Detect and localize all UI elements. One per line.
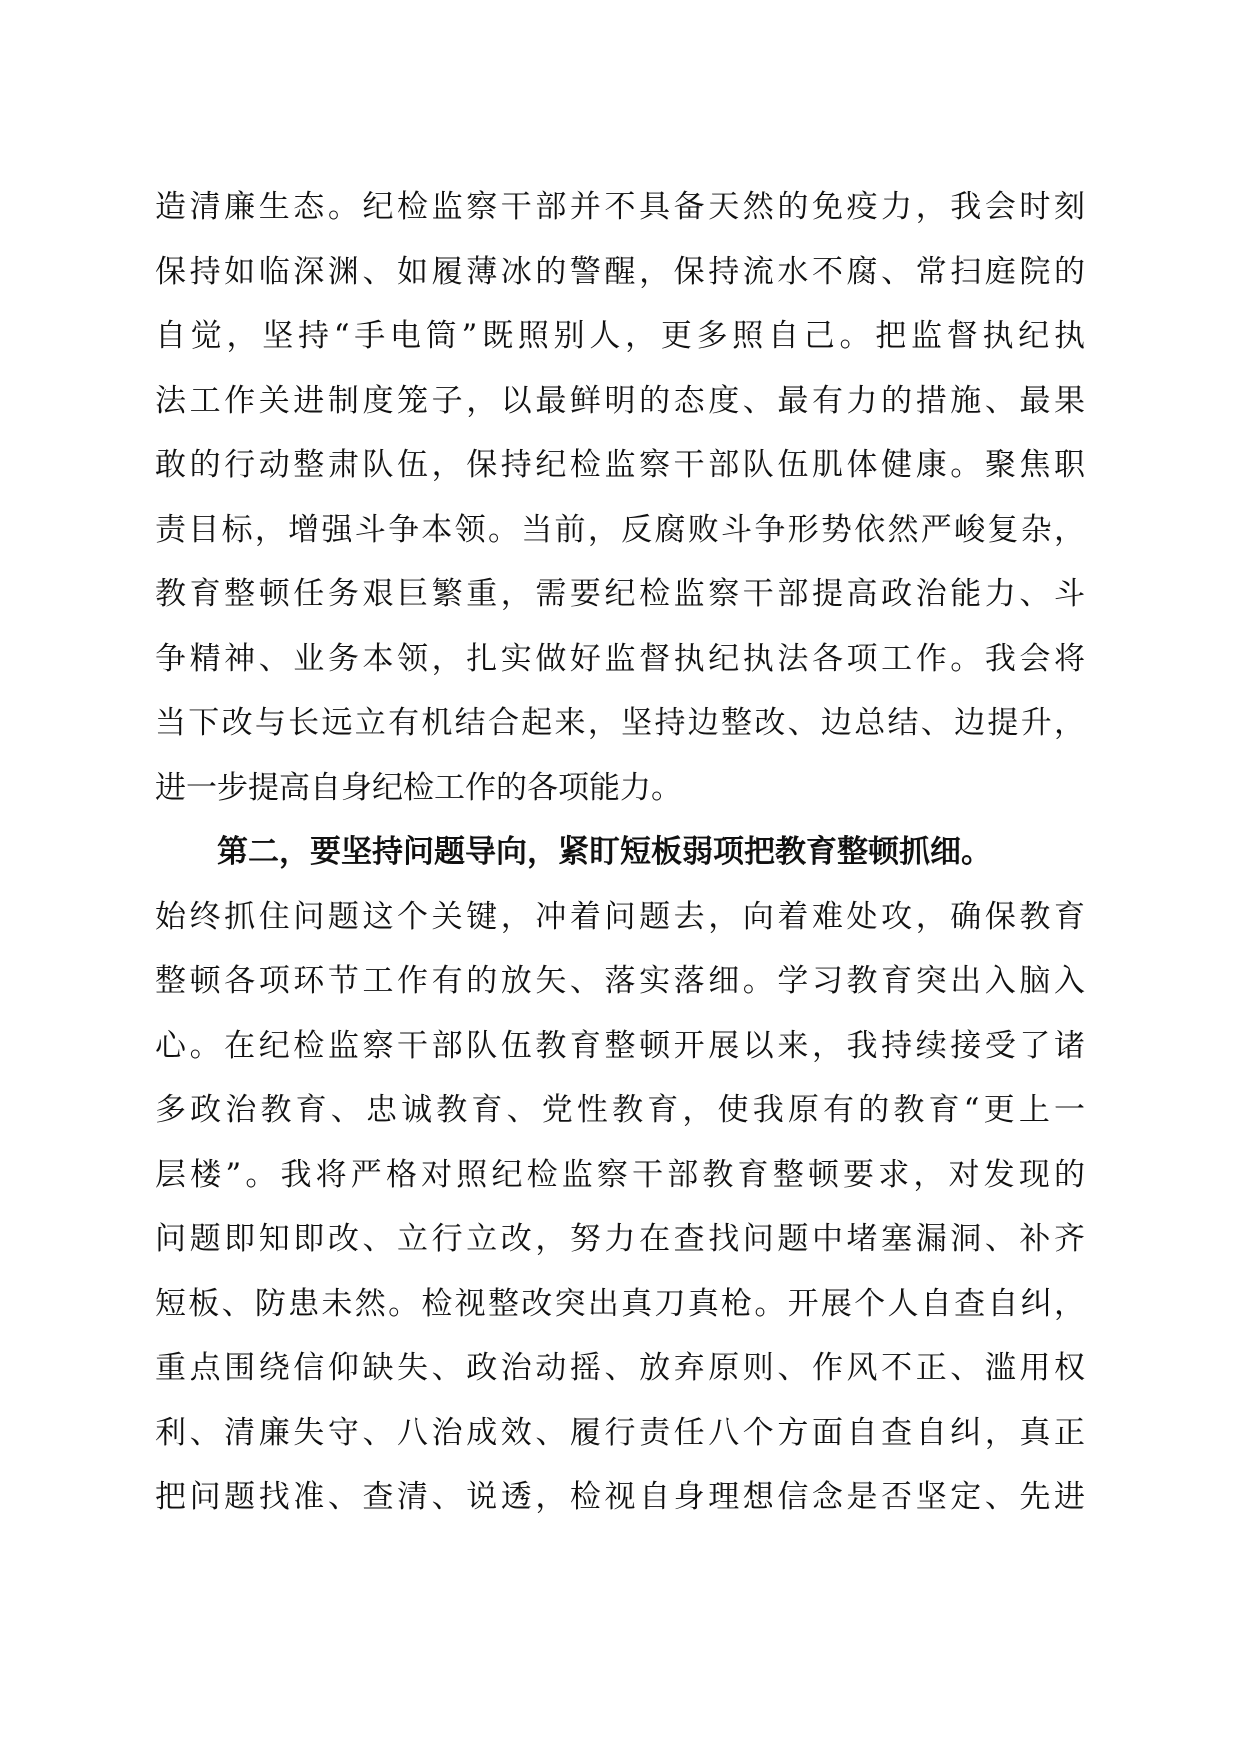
- text-line: 心。在纪检监察干部队伍教育整顿开展以来，我持续接受了诸: [155, 1027, 1085, 1064]
- text-line: 问题即知即改、立行立改，努力在查找问题中堵塞漏洞、补齐: [155, 1221, 1085, 1257]
- text-line: 重点围绕信仰缺失、政治动摇、放弃原则、作风不正、滥用权: [155, 1350, 1085, 1386]
- section-heading: 第二，要坚持问题导向，紧盯短板弱项把教育整顿抓细。: [217, 834, 992, 870]
- body-text: [155, 187, 1085, 1542]
- text-line: 敢的行动整肃队伍，保持纪检监察干部队伍肌体健康。聚焦职: [155, 447, 1085, 483]
- text-line: 当下改与长远立有机结合起来，坚持边整改、边总结、边提升，: [155, 705, 1085, 741]
- text-line: 法工作关进制度笼子，以最鲜明的态度、最有力的措施、最果: [155, 382, 1085, 419]
- text-line: 始终抓住问题这个关键，冲着问题去，向着难处攻，确保教育: [155, 898, 1085, 935]
- text-line: 保持如临深渊、如履薄冰的警醒，保持流水不腐、常扫庭院的: [155, 253, 1085, 290]
- text-line: 自觉，坚持“手电筒”既照别人，更多照自己。把监督执纪执: [155, 318, 1085, 354]
- text-line: 短板、防患未然。检视整改突出真刀真枪。开展个人自查自纠，: [155, 1285, 1085, 1322]
- text-line: 整顿各项环节工作有的放矢、落实落细。学习教育突出入脑入: [155, 963, 1085, 999]
- text-line: 进一步提高自身纪检工作的各项能力。: [155, 769, 682, 806]
- text-line: 把问题找准、查清、说透，检视自身理想信念是否坚定、先进: [155, 1479, 1085, 1515]
- text-line: 层楼”。我将严格对照纪检监察干部教育整顿要求，对发现的: [155, 1156, 1085, 1193]
- text-line: 责目标，增强斗争本领。当前，反腐败斗争形势依然严峻复杂，: [155, 511, 1085, 548]
- text-line: 造清廉生态。纪检监察干部并不具备天然的免疫力，我会时刻: [155, 189, 1085, 225]
- text-line: 教育整顿任务艰巨繁重，需要纪检监察干部提高政治能力、斗: [155, 576, 1085, 612]
- text-line: 争精神、业务本领，扎实做好监督执纪执法各项工作。我会将: [155, 640, 1085, 677]
- text-line: 利、清廉失守、八治成效、履行责任八个方面自查自纠，真正: [155, 1414, 1085, 1451]
- text-line: 多政治教育、忠诚教育、党性教育，使我原有的教育“更上一: [155, 1092, 1085, 1128]
